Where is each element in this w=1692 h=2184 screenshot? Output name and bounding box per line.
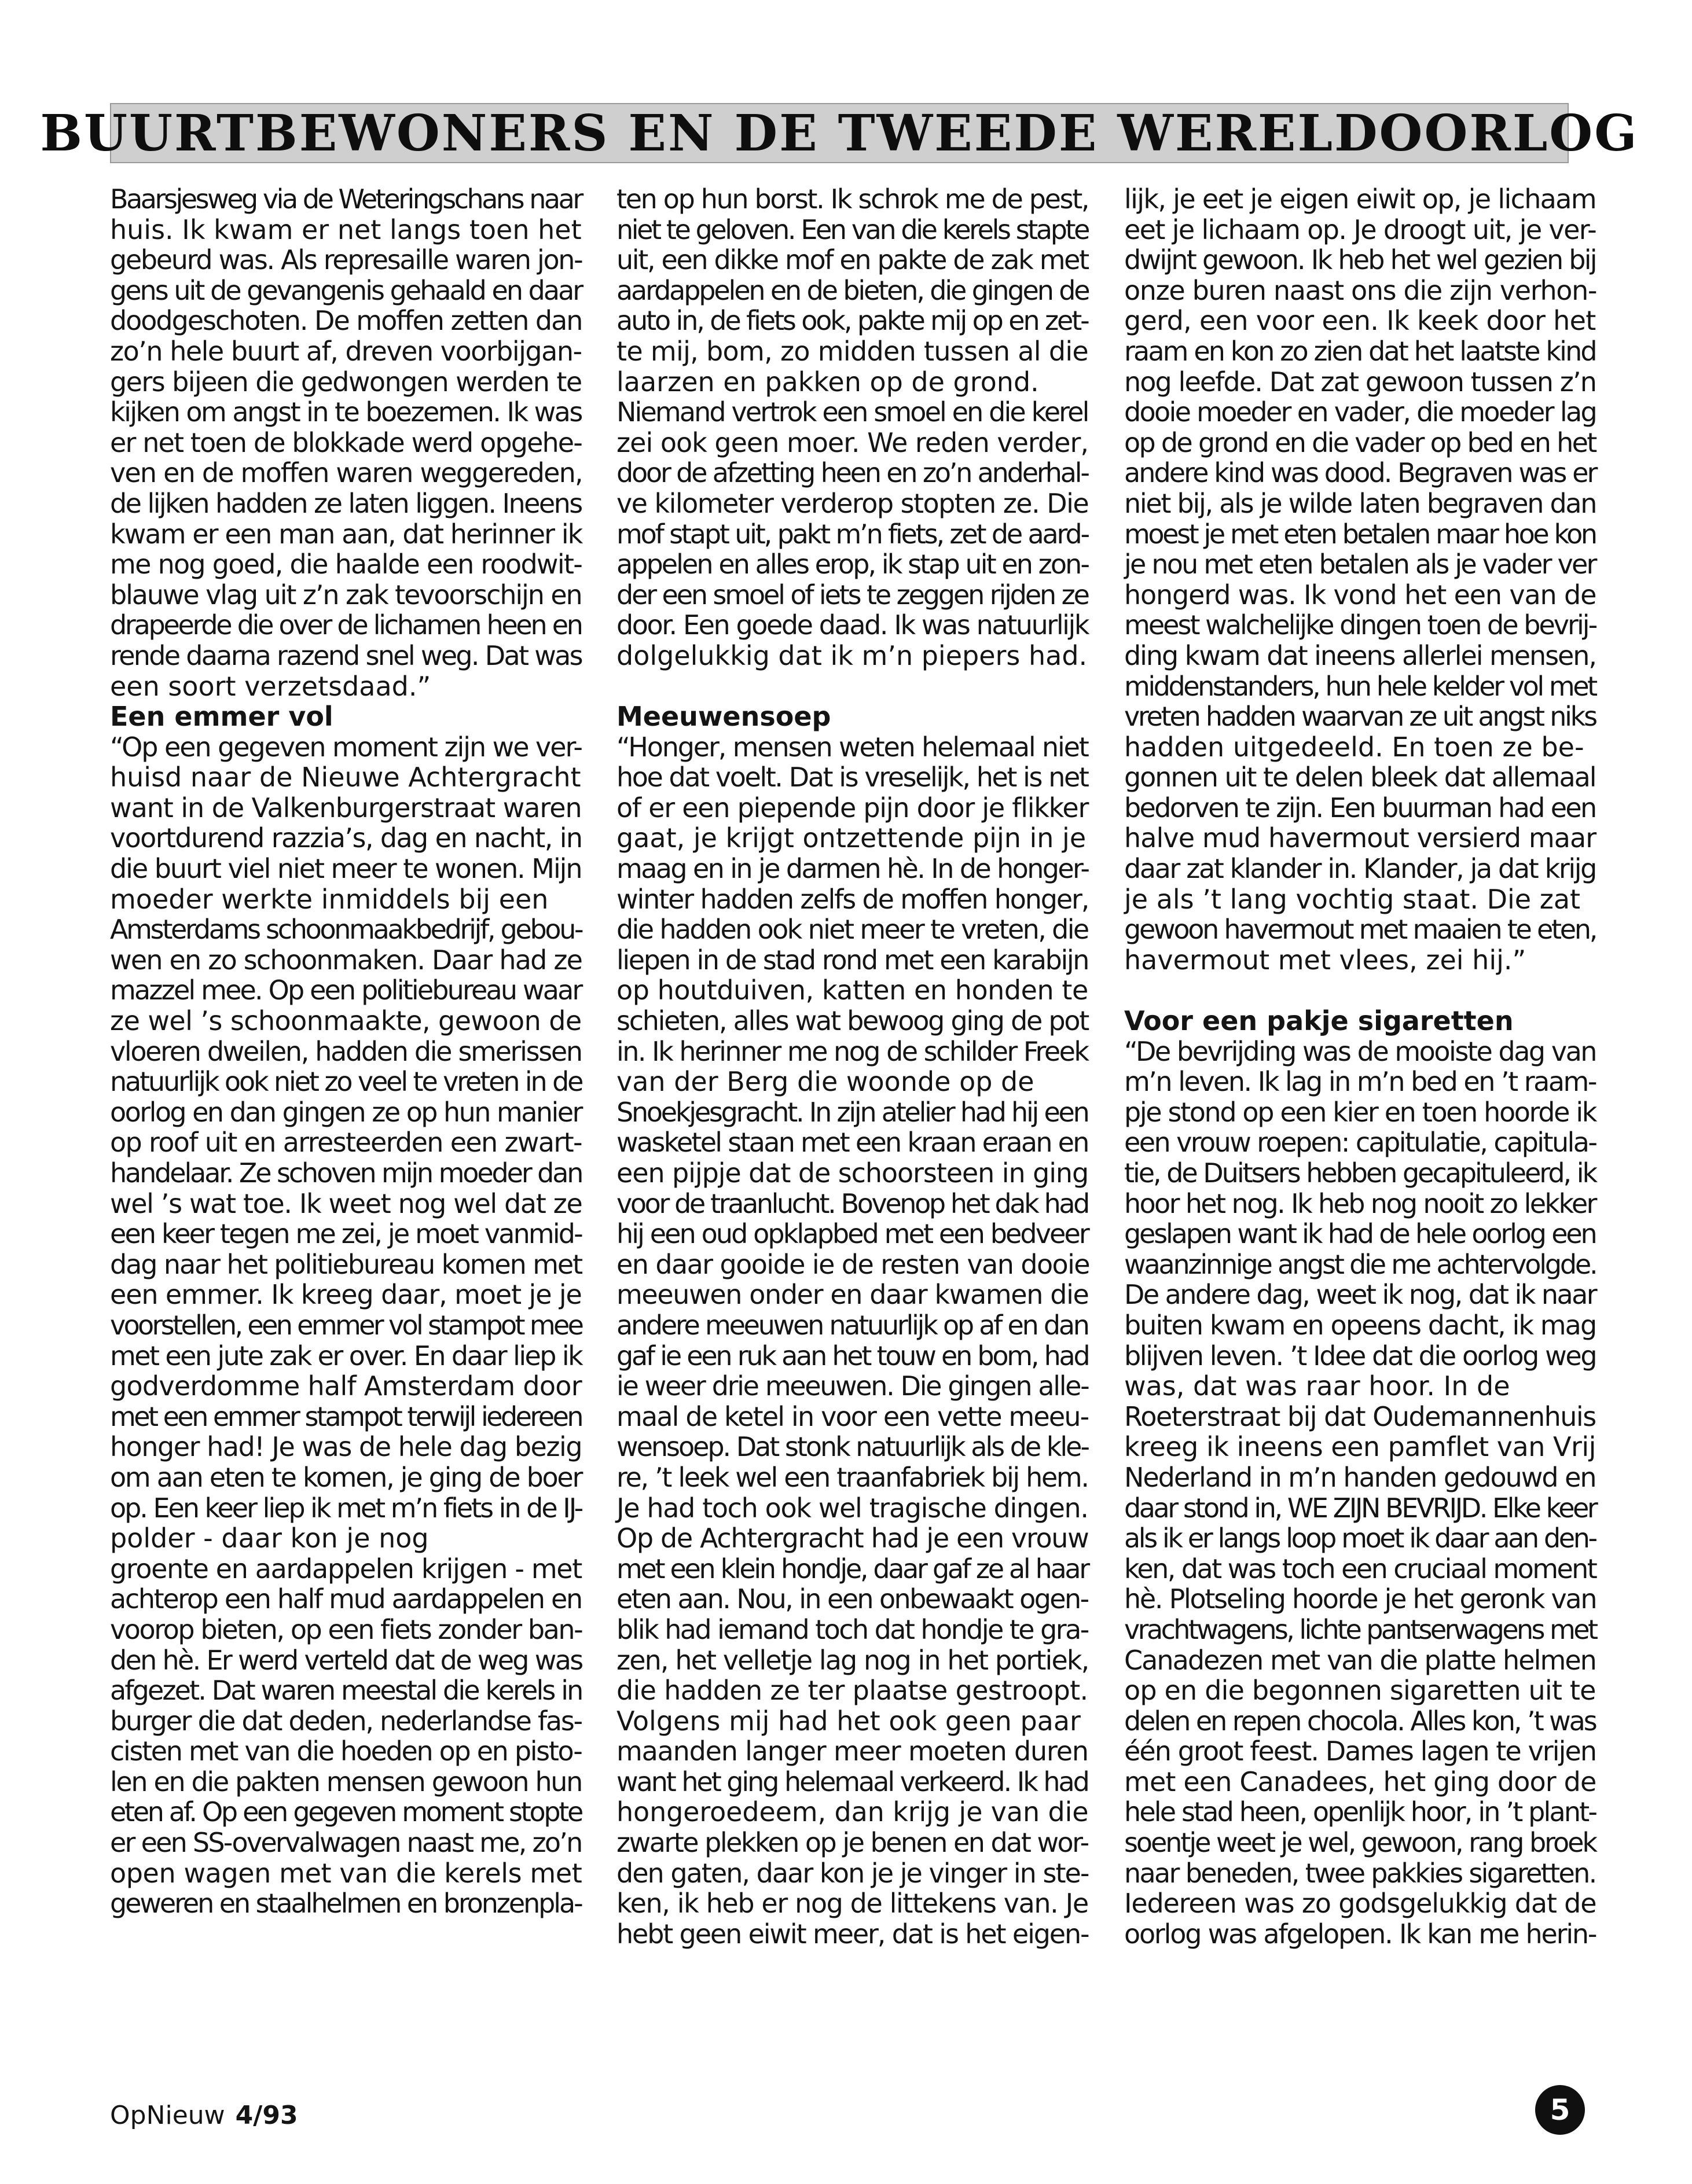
text-line: hongeroedeem, dan krijg je van die xyxy=(616,1796,1089,1828)
text-line: er net toen de blokkade werd opgehe- xyxy=(110,426,582,458)
text-line: tie, de Duitsers hebben gecapituleerd, ik xyxy=(1124,1157,1596,1189)
text-line: Snoekjesgracht. In zijn atelier had hij een xyxy=(616,1096,1088,1128)
text-line: meest walchelijke dingen toen de bevrij- xyxy=(1124,609,1596,641)
text-line: rende daarna razend snel weg. Dat was xyxy=(110,639,582,671)
text-line: zei ook geen moer. We reden verder, xyxy=(616,426,1089,458)
text-line: die hadden ze ter plaatse gestroopt. xyxy=(616,1675,1088,1707)
text-line: Iedereen was zo godsgelukkig dat de xyxy=(1124,1888,1596,1920)
text-line: ten op hun borst. Ik schrok me de pest, xyxy=(616,183,1089,215)
text-line: nog leefde. Dat zat gewoon tussen z’n xyxy=(1124,366,1596,398)
text-line: moest je met eten betalen maar hoe kon xyxy=(1124,518,1596,550)
text-line: natuurlijk ook niet zo veel te vreten in de xyxy=(110,1066,582,1098)
text-line: doodgeschoten. De moffen zetten dan xyxy=(110,305,582,337)
text-line: die hadden ook niet meer te vreten, die xyxy=(616,914,1088,946)
text-line: delen en repen chocola. Alles kon, ’t was xyxy=(1124,1705,1596,1737)
text-line: een pijpje dat de schoorsteen in ging xyxy=(616,1157,1089,1189)
text-line: hoor het nog. Ik heb nog nooit zo lekker xyxy=(1124,1187,1596,1219)
page-number: 5 xyxy=(1550,2093,1570,2127)
text-line: gewoon havermout met maaien te eten, xyxy=(1124,914,1596,946)
text-line: zen, het velletje lag nog in het portiek, xyxy=(616,1644,1089,1676)
text-line: den gaten, daar kon je je vinger in ste- xyxy=(616,1857,1089,1889)
section-subheading: Een emmer vol xyxy=(110,701,333,733)
text-line: of er een piepende pijn door je flikker xyxy=(616,792,1089,823)
text-line: Roeterstraat bij dat Oudemannenhuis xyxy=(1124,1400,1596,1432)
text-line: een vrouw roepen: capitulatie, capitula- xyxy=(1124,1127,1596,1159)
section-subheading: Voor een pakje sigaretten xyxy=(1124,1005,1514,1037)
text-line: mazzel mee. Op een politiebureau waar xyxy=(110,975,582,1006)
text-line: niet bij, als je wilde laten begraven dan xyxy=(1124,487,1596,519)
text-line: want het ging helemaal verkeerd. Ik had xyxy=(616,1766,1088,1797)
text-line: hele stad heen, openlijk hoor, in ’t plant- xyxy=(1124,1796,1596,1828)
text-line: met een Canadees, het ging door de xyxy=(1124,1766,1596,1797)
text-line: de lijken hadden ze laten liggen. Ineens xyxy=(110,487,582,519)
text-line: Op de Achtergracht had je een vrouw xyxy=(616,1523,1089,1554)
text-line: gaf ie een ruk aan het touw en bom, had xyxy=(616,1340,1089,1372)
text-line: te mij, bom, zo midden tussen al die xyxy=(616,335,1089,367)
text-line: drapeerde die over de lichamen heen en xyxy=(110,609,582,641)
text-line: en daar gooide ie de resten van dooie xyxy=(616,1248,1090,1280)
text-line: Canadezen met van die platte helmen xyxy=(1124,1644,1596,1676)
text-line: hongerd was. Ik vond het een van de xyxy=(1124,579,1596,611)
text-line: andere kind was dood. Begraven was er xyxy=(1124,457,1596,489)
text-line: op de grond en die vader op bed en het xyxy=(1124,426,1596,458)
text-line: auto in, de fiets ook, pakte mij op en zet- xyxy=(616,305,1088,337)
text-line: blik had iemand toch dat hondje te gra- xyxy=(616,1613,1088,1645)
text-line: als ik er langs loop moet ik daar aan den- xyxy=(1124,1523,1596,1554)
text-line: op. Een keer liep ik met m’n fiets in de IJ- xyxy=(110,1492,582,1524)
text-line: je nou met eten betalen als je vader ver xyxy=(1124,549,1596,580)
text-line: in. Ik herinner me nog de schilder Freek xyxy=(616,1035,1088,1067)
text-line: hoe dat voelt. Dat is vreselijk, het is net xyxy=(616,762,1088,793)
column-3 xyxy=(1124,184,1596,1949)
text-line: ding kwam dat ineens allerlei mensen, xyxy=(1124,639,1596,671)
text-line: niet te geloven. Een van die kerels stapte xyxy=(616,214,1089,245)
text-line: voorop bieten, op een fiets zonder ban- xyxy=(110,1613,582,1645)
text-line: ven en de moffen waren weggereden, xyxy=(110,457,582,489)
text-line: Nederland in m’n handen gedouwd en xyxy=(1124,1461,1596,1493)
text-line: moeder werkte inmiddels bij een xyxy=(110,883,549,915)
text-line: afgezet. Dat waren meestal die kerels in xyxy=(110,1675,582,1707)
text-line: gerd, een voor een. Ik keek door het xyxy=(1124,305,1596,337)
text-line: gers bijeen die gedwongen werden te xyxy=(110,366,582,398)
text-line: “De bevrijding was de mooiste dag van xyxy=(1124,1035,1596,1067)
text-line: “Honger, mensen weten helemaal niet xyxy=(616,731,1088,763)
text-line: dooie moeder en vader, die moeder lag xyxy=(1124,396,1596,428)
text-line: vloeren dweilen, hadden die smerissen xyxy=(110,1035,582,1067)
text-line: op en die begonnen sigaretten uit te xyxy=(1124,1675,1596,1707)
text-line: hij een oud opklapbed met een bedveer xyxy=(616,1218,1088,1250)
text-line: om aan eten te komen, je ging de boer xyxy=(110,1461,582,1493)
text-line: ie weer drie meeuwen. Die gingen alle- xyxy=(616,1370,1089,1402)
text-line: pje stond op een kier en toen hoorde ik xyxy=(1124,1096,1596,1128)
text-line: ken, ik heb er nog de littekens van. Je xyxy=(616,1888,1088,1920)
text-line: ze wel ’s schoonmaakte, gewoon de xyxy=(110,1005,582,1037)
paragraph-spacer xyxy=(1124,975,1596,1006)
text-line: door. Een goede daad. Ik was natuurlijk xyxy=(616,609,1089,641)
text-line: liepen in de stad rond met een karabijn xyxy=(616,944,1089,976)
text-line: aardappelen en de bieten, die gingen de xyxy=(616,274,1089,306)
text-line: appelen en alles erop, ik stap uit en zon- xyxy=(616,549,1089,580)
text-line: oorlog was afgelopen. Ik kan me herin- xyxy=(1124,1918,1596,1950)
text-line: geweren en staalhelmen en bronzenpla- xyxy=(110,1888,582,1920)
text-line: achterop een half mud aardappelen en xyxy=(110,1583,582,1615)
text-line: Baarsjesweg via de Weteringschans naar xyxy=(110,183,582,215)
text-line: blauwe vlag uit z’n zak tevoorschijn en xyxy=(110,579,582,611)
text-line: vreten hadden waarvan ze uit angst niks xyxy=(1124,701,1596,733)
text-line: door de afzetting heen en zo’n anderhal- xyxy=(616,457,1088,489)
text-line: middenstanders, hun hele kelder vol met xyxy=(1124,670,1596,702)
issue-number: 4/93 xyxy=(235,2101,298,2130)
text-line: wensoep. Dat stonk natuurlijk als de kle- xyxy=(616,1431,1088,1463)
paragraph-spacer xyxy=(616,671,1088,702)
text-line: open wagen met van die kerels met xyxy=(110,1857,582,1889)
text-line: Niemand vertrok een smoel en die kerel xyxy=(616,396,1088,428)
text-line: meeuwen onder en daar kwamen die xyxy=(616,1279,1089,1311)
text-line: was, dat was raar hoor. In de xyxy=(1124,1370,1510,1402)
text-line: die buurt viel niet meer te wonen. Mijn xyxy=(110,853,582,885)
text-line: eten aan. Nou, in een onbewaakt ogen- xyxy=(616,1583,1088,1615)
title-banner xyxy=(40,103,1639,163)
text-line: len en die pakten mensen gewoon hun xyxy=(110,1766,582,1797)
text-line: waanzinnige angst die me achtervolgde. xyxy=(1124,1248,1596,1280)
section-subheading: Meeuwensoep xyxy=(616,701,831,733)
text-line: van der Berg die woonde op de xyxy=(616,1066,1034,1098)
column-1 xyxy=(110,184,582,1919)
text-line: me nog goed, die haalde een roodwit- xyxy=(110,549,582,580)
text-line: mof stapt uit, pakt m’n fiets, zet de aard- xyxy=(616,518,1088,550)
text-line: één groot feest. Dames lagen te vrijen xyxy=(1124,1736,1596,1767)
publication-name: OpNieuw xyxy=(110,2101,225,2130)
text-line: kreeg ik ineens een pamflet van Vrij xyxy=(1124,1431,1596,1463)
text-line: een soort verzetsdaad.” xyxy=(110,670,431,702)
text-line: burger die dat deden, nederlandse fas- xyxy=(110,1705,582,1737)
text-line: een emmer. Ik kreeg daar, moet je je xyxy=(110,1279,582,1311)
text-line: havermout met vlees, zei hij.” xyxy=(1124,944,1526,976)
text-line: onze buren naast ons die zijn verhon- xyxy=(1124,274,1597,306)
text-line: kijken om angst in te boezemen. Ik was xyxy=(110,396,582,428)
text-line: halve mud havermout versierd maar xyxy=(1124,822,1596,854)
text-line: handelaar. Ze schoven mijn moeder dan xyxy=(110,1157,582,1189)
text-line: eet je lichaam op. Je droogt uit, je ver- xyxy=(1124,214,1596,245)
text-line: gens uit de gevangenis gehaald en daar xyxy=(110,274,582,306)
text-line: groente en aardappelen krijgen - met xyxy=(110,1553,582,1584)
text-line: blijven leven. ’t Idee dat die oorlog weg xyxy=(1124,1340,1596,1372)
text-line: een keer tegen me zei, je moet vanmid- xyxy=(110,1218,582,1250)
text-line: “Op een gegeven moment zijn we ver- xyxy=(110,731,582,763)
text-line: zwarte plekken op je benen en dat wor- xyxy=(616,1827,1088,1859)
text-line: buiten kwam en opeens dacht, ik mag xyxy=(1124,1309,1596,1341)
text-line: re, ’t leek wel een traanfabriek bij hem. xyxy=(616,1461,1088,1493)
text-line: dolgelukkig dat ik m’n piepers had. xyxy=(616,639,1088,671)
text-line: wel ’s wat toe. Ik weet nog wel dat ze xyxy=(110,1187,582,1219)
text-line: kwam er een man aan, dat herinner ik xyxy=(110,518,582,550)
text-line: honger had! Je was de hele dag bezig xyxy=(110,1431,582,1463)
text-line: zo’n hele buurt af, dreven voorbijgan- xyxy=(110,335,582,367)
text-line: Je had toch ook wel tragische dingen. xyxy=(616,1492,1088,1524)
text-line: vrachtwagens, lichte pantserwagens met xyxy=(1124,1613,1596,1645)
text-line: daar stond in, WE ZIJN BEVRIJD. Elke keer xyxy=(1124,1492,1596,1524)
text-line: huis. Ik kwam er net langs toen het xyxy=(110,214,582,245)
text-line: der een smoel of iets te zeggen rijden ze xyxy=(616,579,1088,611)
text-line: gebeurd was. Als represaille waren jon- xyxy=(110,244,582,276)
text-line: De andere dag, weet ik nog, dat ik naar xyxy=(1124,1279,1596,1311)
text-line: naar beneden, twee pakkies sigaretten. xyxy=(1124,1857,1596,1889)
text-line: ve kilometer verderop stopten ze. Die xyxy=(616,487,1089,519)
text-line: dag naar het politiebureau komen met xyxy=(110,1248,582,1280)
text-line: m’n leven. Ik lag in m’n bed en ’t raam- xyxy=(1124,1066,1596,1098)
text-line: dwijnt gewoon. Ik heb het wel gezien bij xyxy=(1124,244,1596,276)
text-line: andere meeuwen natuurlijk op af en dan xyxy=(616,1309,1088,1341)
text-line: eten af. Op een gegeven moment stopte xyxy=(110,1796,582,1828)
text-line: maanden langer meer moeten duren xyxy=(616,1736,1088,1767)
text-line: maag en in je darmen hè. In de honger- xyxy=(616,853,1089,885)
text-line: hadden uitgedeeld. En toen ze be- xyxy=(1124,731,1584,763)
text-line: gonnen uit te delen bleek dat allemaal xyxy=(1124,762,1596,793)
text-line: want in de Valkenburgerstraat waren xyxy=(110,792,582,823)
text-line: schieten, alles wat bewoog ging de pot xyxy=(616,1005,1089,1037)
text-line: cisten met van die hoeden op en pisto- xyxy=(110,1736,582,1767)
text-line: er een SS-overvalwagen naast me, zo’n xyxy=(110,1827,582,1859)
text-line: den hè. Er werd verteld dat de weg was xyxy=(110,1644,582,1676)
text-line: voortdurend razzia’s, dag en nacht, in xyxy=(110,822,582,854)
text-line: voorstellen, een emmer vol stampot mee xyxy=(110,1309,582,1341)
text-line: godverdomme half Amsterdam door xyxy=(110,1370,582,1402)
text-line: daar zat klander in. Klander, ja dat krijg xyxy=(1124,853,1596,885)
text-line: met een jute zak er over. En daar liep ik xyxy=(110,1340,582,1372)
text-line: Volgens mij had het ook geen paar xyxy=(616,1705,1081,1737)
text-line: geslapen want ik had de hele oorlog een xyxy=(1124,1218,1596,1250)
text-line: hebt geen eiwit meer, dat is het eigen- xyxy=(616,1918,1089,1950)
text-line: huisd naar de Nieuwe Achtergracht xyxy=(110,762,581,793)
column-2 xyxy=(616,184,1088,1949)
text-line: uit, een dikke mof en pakte de zak met xyxy=(616,244,1088,276)
text-line: wasketel staan met een kraan eraan en xyxy=(616,1127,1088,1159)
text-line: wen en zo schoonmaken. Daar had ze xyxy=(110,944,582,976)
text-line: lijk, je eet je eigen eiwit op, je lichaam xyxy=(1124,183,1596,215)
text-line: winter hadden zelfs de moffen honger, xyxy=(616,883,1089,915)
text-line: met een klein hondje, daar gaf ze al haar xyxy=(616,1553,1088,1584)
text-line: soentje weet je wel, gewoon, rang broek xyxy=(1124,1827,1596,1859)
text-line: voor de traanlucht. Bovenop het dak had xyxy=(616,1187,1088,1219)
text-line: met een emmer stampot terwijl iedereen xyxy=(110,1400,582,1432)
text-line: oorlog en dan gingen ze op hun manier xyxy=(110,1096,582,1128)
text-line: raam en kon zo zien dat het laatste kind xyxy=(1124,335,1596,367)
text-line: op roof uit en arresteerden een zwart- xyxy=(110,1127,582,1159)
text-line: hè. Plotseling hoorde je het geronk van xyxy=(1124,1583,1596,1615)
footer-publication xyxy=(110,2101,298,2130)
article-title: BUURTBEWONERS EN DE TWEEDE WERELDOORLOG xyxy=(40,104,1639,163)
text-line: je als ’t lang vochtig staat. Die zat xyxy=(1124,883,1581,915)
text-line: bedorven te zijn. Een buurman had een xyxy=(1124,792,1596,823)
text-line: maal de ketel in voor een vette meeu- xyxy=(616,1400,1089,1432)
page-number-badge xyxy=(1535,2085,1585,2135)
text-line: gaat, je krijgt ontzettende pijn in je xyxy=(616,822,1087,854)
text-line: Amsterdams schoonmaakbedrijf, gebou- xyxy=(110,914,582,946)
text-line: op houtduiven, katten en honden te xyxy=(616,975,1088,1006)
text-line: laarzen en pakken op de grond. xyxy=(616,366,1039,398)
text-line: polder - daar kon je nog xyxy=(110,1523,429,1554)
text-line: ken, dat was toch een cruciaal moment xyxy=(1124,1553,1596,1584)
